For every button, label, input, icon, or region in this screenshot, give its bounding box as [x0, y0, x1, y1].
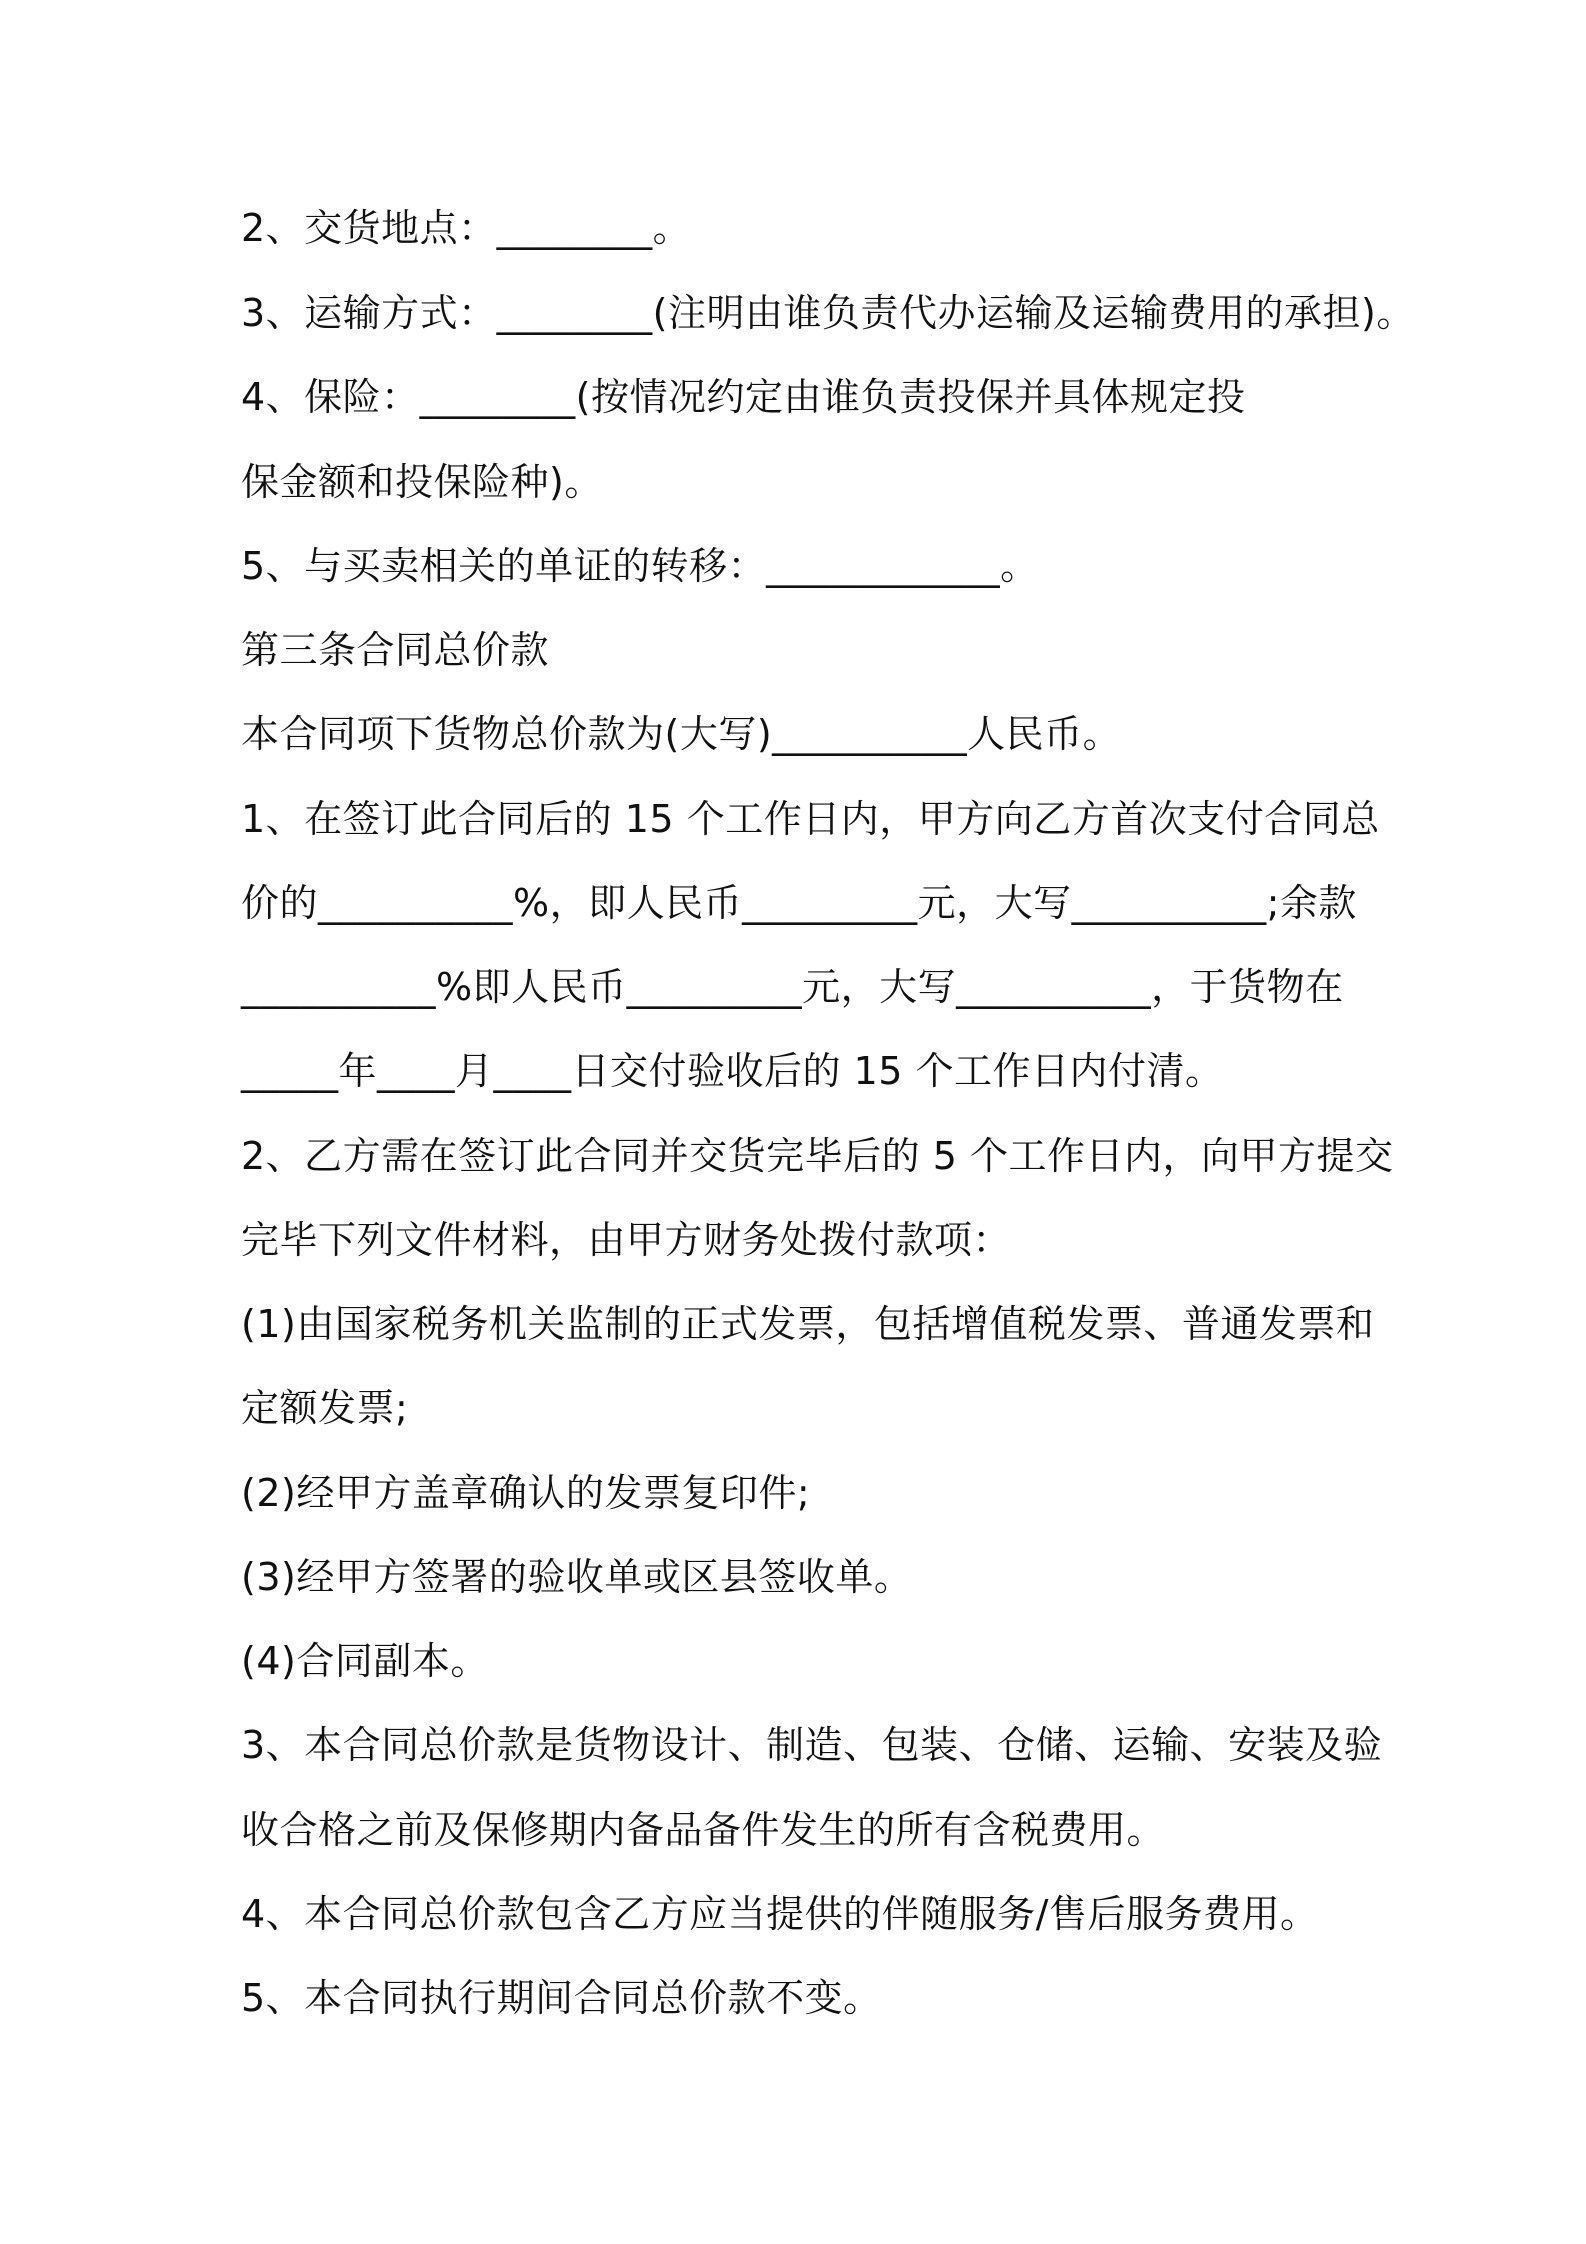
- payment-clause-1-line-3: __________%即人民币_________元，大写__________，于货物在: [241, 965, 1344, 1009]
- document-item-1-line-1: (1)由国家税务机关监制的正式发票，包括增值税发票、普通发票和: [241, 1302, 1375, 1346]
- insurance-line: 4、保险：________(按情况约定由谁负责投保并具体规定投: [241, 375, 1246, 419]
- insurance-line-continued: 保金额和投保险种)。: [241, 460, 603, 504]
- document-item-2: (2)经甲方盖章确认的发票复印件;: [241, 1471, 811, 1515]
- article-three-heading: 第三条合同总价款: [241, 628, 550, 672]
- document-transfer-line: 5、与买卖相关的单证的转移：____________。: [241, 544, 1039, 588]
- payment-clause-1-line-1: 1、在签订此合同后的 15 个工作日内，甲方向乙方首次支付合同总: [241, 797, 1380, 841]
- price-unchanged-clause: 5、本合同执行期间合同总价款不变。: [241, 1976, 882, 2020]
- service-fee-clause: 4、本合同总价款包含乙方应当提供的伴随服务/售后服务费用。: [241, 1892, 1319, 1936]
- document-item-3: (3)经甲方签署的验收单或区县签收单。: [241, 1555, 913, 1599]
- document-item-4: (4)合同副本。: [241, 1639, 489, 1683]
- payment-clause-1-line-4: _____年____月____日交付验收后的 15 个工作日内付清。: [241, 1049, 1224, 1093]
- payment-clause-1-line-2: 价的__________%，即人民币_________元，大写__________;余款: [241, 881, 1357, 925]
- document-item-1-line-2: 定额发票;: [241, 1386, 409, 1430]
- payment-clause-2-line-2: 完毕下列文件材料，由甲方财务处拨付款项：: [241, 1218, 1012, 1262]
- price-scope-clause-line-1: 3、本合同总价款是货物设计、制造、包装、仓储、运输、安装及验: [241, 1723, 1383, 1767]
- transport-method-line: 3、运输方式：________(注明由谁负责代办运输及运输费用的承担)。: [241, 291, 1415, 335]
- total-price-line: 本合同项下货物总价款为(大写)__________人民币。: [241, 712, 1122, 756]
- payment-clause-2-line-1: 2、乙方需在签订此合同并交货完毕后的 5 个工作日内，向甲方提交: [241, 1134, 1394, 1178]
- delivery-location-line: 2、交货地点：________。: [241, 206, 692, 250]
- price-scope-clause-line-2: 收合格之前及保修期内备品备件发生的所有含税费用。: [241, 1808, 1166, 1852]
